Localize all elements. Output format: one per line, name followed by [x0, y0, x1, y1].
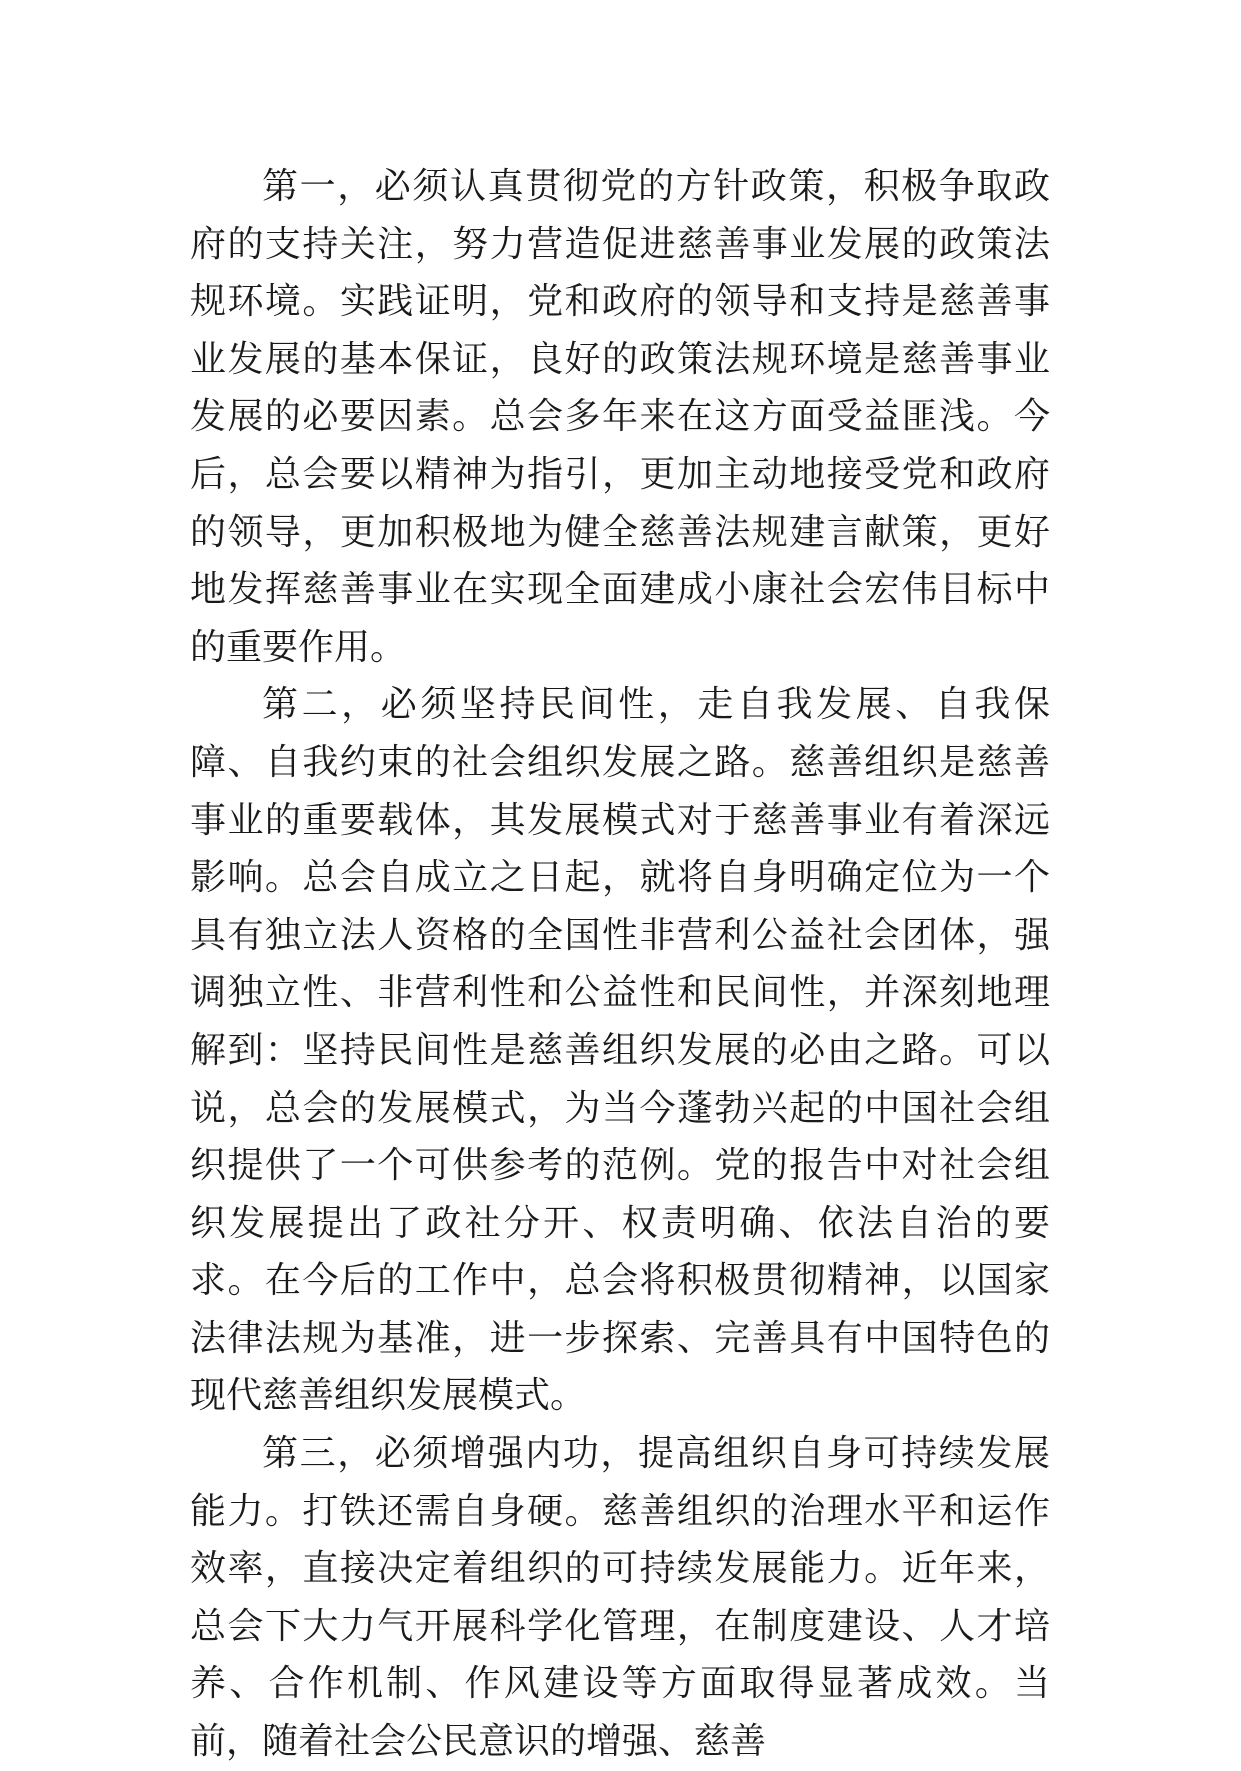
paragraph-third: 第三，必须增强内功，提高组织自身可持续发展能力。打铁还需自身硬。慈善组织的治理水平和运作效率，直接决定着组织的可持续发展能力。近年来，总会下大力气开展科学化管理，在制度建设、人才培养、合作机制、作风建设等方面取得显著成效。当前，随着社会公民意识的增强、慈善: [190, 1433, 1050, 1763]
document-body: [190, 158, 1050, 1771]
paragraph-first: 第一，必须认真贯彻党的方针政策，积极争取政府的支持关注，努力营造促进慈善事业发展的政策法规环境。实践证明，党和政府的领导和支持是慈善事业发展的基本保证，良好的政策法规环境是慈善事业发展的必要因素。总会多年来在这方面受益匪浅。今后，总会要以精神为指引，更加主动地接受党和政府的领导，更加积极地为健全慈善法规建言献策，更好地发挥慈善事业在实现全面建成小康社会宏伟目标中的重要作用。: [190, 166, 1050, 668]
paragraph-second: 第二，必须坚持民间性，走自我发展、自我保障、自我约束的社会组织发展之路。慈善组织是慈善事业的重要载体，其发展模式对于慈善事业有着深远影响。总会自成立之日起，就将自身明确定位为一个具有独立法人资格的全国性非营利公益社会团体，强调独立性、非营利性和公益性和民间性，并深刻地理解到：坚持民间性是慈善组织发展的必由之路。可以说，总会的发展模式，为当今蓬勃兴起的中国社会组织提供了一个可供参考的范例。党的报告中对社会组织发展提出了政社分开、权责明确、依法自治的要求。在今后的工作中，总会将积极贯彻精神，以国家法律法规为基准，进一步探索、完善具有中国特色的现代慈善组织发展模式。: [190, 684, 1050, 1417]
